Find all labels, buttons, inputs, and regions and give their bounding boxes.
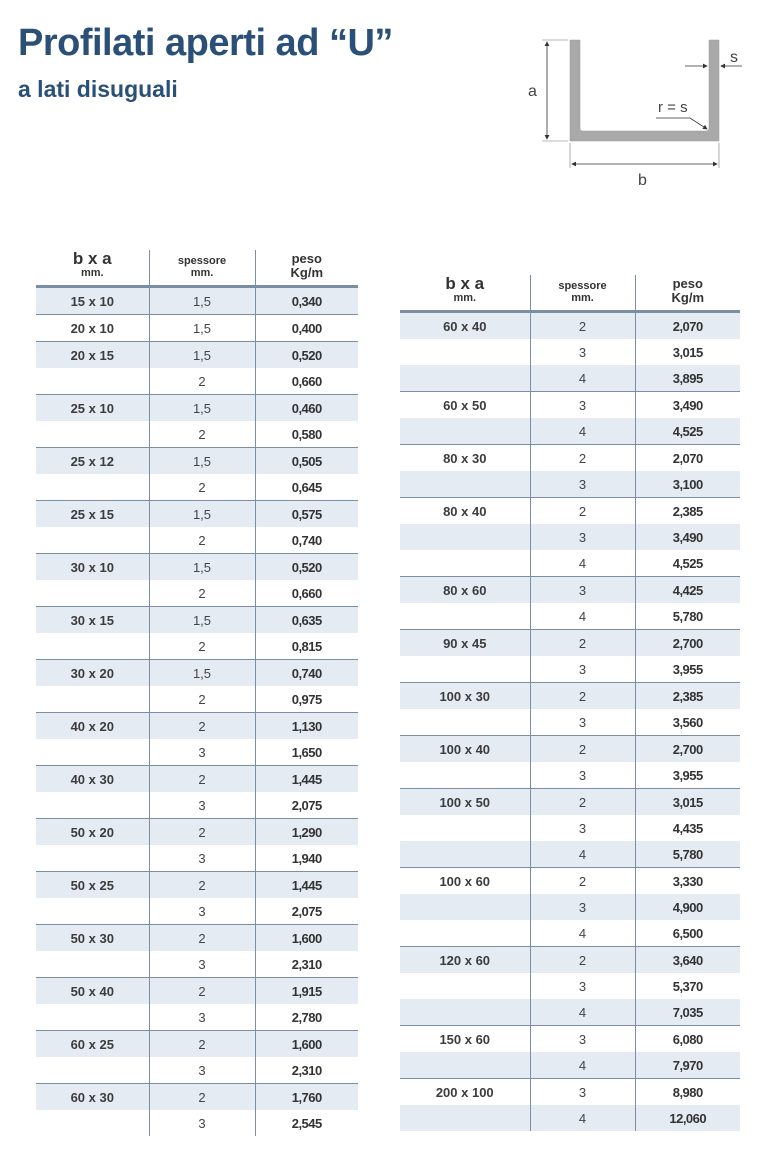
header-weight: peso Kg/m [255, 250, 358, 287]
table-row [400, 1026, 740, 1053]
thickness-cell: 2 [530, 947, 635, 974]
size-cell [36, 1110, 149, 1136]
size-cell [400, 339, 530, 365]
size-cell: 100 x 60 [400, 868, 530, 895]
size-cell [36, 527, 149, 554]
size-cell [36, 951, 149, 978]
size-cell [36, 1057, 149, 1084]
weight-cell: 5,780 [635, 841, 740, 868]
thickness-cell: 4 [530, 841, 635, 868]
size-cell: 80 x 60 [400, 577, 530, 604]
thickness-cell: 2 [149, 633, 255, 660]
size-cell [400, 524, 530, 550]
thickness-cell: 2 [530, 683, 635, 710]
thickness-cell: 2 [149, 1031, 255, 1058]
weight-cell: 1,290 [255, 819, 358, 846]
weight-cell: 0,340 [255, 287, 358, 315]
table-row [400, 550, 740, 577]
weight-cell: 0,505 [255, 448, 358, 475]
thickness-cell: 4 [530, 1052, 635, 1079]
size-cell [400, 656, 530, 683]
weight-cell: 2,070 [635, 312, 740, 340]
table-row [36, 421, 358, 448]
table-row [400, 709, 740, 736]
size-cell [400, 603, 530, 630]
thickness-cell: 3 [530, 577, 635, 604]
table-row [400, 339, 740, 365]
thickness-cell: 3 [530, 392, 635, 419]
table-row [36, 660, 358, 687]
weight-cell: 0,660 [291, 585, 322, 601]
label-s: s [730, 49, 738, 66]
table-row [36, 1004, 358, 1031]
size-cell: 80 x 40 [400, 498, 530, 525]
table-row [400, 762, 740, 789]
weight-cell: 12,060 [635, 1105, 740, 1131]
table-row [400, 815, 740, 841]
thickness-cell: 4 [530, 550, 635, 577]
table-row [400, 894, 740, 920]
size-cell: 60 x 50 [400, 392, 530, 419]
weight-cell: 0,975 [291, 691, 322, 707]
table-row [36, 342, 358, 369]
thickness-cell: 4 [530, 999, 635, 1026]
table-row [400, 868, 740, 895]
thickness-cell: 2 [149, 766, 255, 793]
weight-cell: 2,310 [291, 1062, 322, 1078]
table-row [36, 501, 358, 528]
size-cell [400, 418, 530, 445]
weight-cell: 4,435 [672, 820, 703, 836]
weight-cell: 3,490 [635, 392, 740, 419]
table-row [400, 418, 740, 445]
size-cell [36, 845, 149, 872]
weight-cell: 0,520 [255, 342, 358, 369]
left-profile-table [36, 250, 358, 1136]
weight-cell: 0,740 [291, 532, 322, 548]
table-row [400, 1105, 740, 1131]
table-row [36, 766, 358, 793]
weight-cell: 2,075 [291, 903, 322, 919]
table-row [36, 287, 358, 315]
table-row [400, 365, 740, 392]
weight-cell: 4,525 [672, 555, 703, 571]
size-cell [400, 999, 530, 1026]
thickness-cell: 4 [530, 603, 635, 630]
size-cell [400, 762, 530, 789]
header-size: b x a mm. [36, 250, 149, 287]
size-cell [400, 894, 530, 920]
weight-cell: 6,500 [672, 925, 703, 941]
table-row [400, 498, 740, 525]
size-cell [400, 365, 530, 392]
thickness-cell: 2 [149, 527, 255, 554]
thickness-cell: 2 [149, 872, 255, 899]
size-cell: 30 x 15 [36, 607, 149, 634]
size-cell: 20 x 10 [36, 315, 149, 342]
size-cell: 25 x 12 [36, 448, 149, 475]
weight-cell: 2,545 [291, 1115, 322, 1131]
thickness-cell: 3 [530, 471, 635, 498]
thickness-cell: 1,5 [149, 501, 255, 528]
page-title: Profilati aperti ad “U” [18, 22, 393, 64]
thickness-cell: 2 [149, 819, 255, 846]
size-cell: 50 x 40 [36, 978, 149, 1005]
table-row [400, 789, 740, 816]
table-row [400, 683, 740, 710]
weight-cell: 8,980 [635, 1079, 740, 1106]
weight-cell: 6,080 [635, 1026, 740, 1053]
thickness-cell: 2 [149, 421, 255, 448]
size-cell [36, 580, 149, 607]
thickness-cell: 3 [149, 845, 255, 872]
label-r: r = s [658, 99, 688, 116]
size-cell [36, 686, 149, 713]
weight-cell: 1,600 [255, 925, 358, 952]
thickness-cell: 2 [149, 686, 255, 713]
thickness-cell: 2 [530, 868, 635, 895]
weight-cell: 3,100 [635, 471, 740, 498]
label-a: a [528, 83, 537, 100]
thickness-cell: 3 [149, 1057, 255, 1084]
weight-cell: 7,035 [635, 999, 740, 1026]
size-cell [400, 973, 530, 999]
table-row [36, 1110, 358, 1136]
weight-cell: 5,370 [672, 978, 703, 994]
table-row [400, 392, 740, 419]
size-cell [36, 474, 149, 501]
thickness-cell: 3 [530, 339, 635, 365]
weight-cell: 7,970 [635, 1052, 740, 1079]
size-cell: 25 x 15 [36, 501, 149, 528]
table-row [36, 898, 358, 925]
table-row [36, 819, 358, 846]
thickness-cell: 3 [530, 524, 635, 550]
thickness-cell: 1,5 [149, 342, 255, 369]
weight-cell: 3,560 [672, 714, 703, 730]
thickness-cell: 1,5 [149, 448, 255, 475]
thickness-cell: 3 [530, 762, 635, 789]
table-row [36, 739, 358, 766]
thickness-cell: 2 [530, 445, 635, 472]
weight-cell: 0,660 [291, 373, 322, 389]
thickness-cell: 4 [530, 920, 635, 947]
weight-cell: 0,575 [255, 501, 358, 528]
thickness-cell: 2 [530, 630, 635, 657]
weight-cell: 3,330 [635, 868, 740, 895]
table-row [400, 947, 740, 974]
weight-cell: 2,385 [635, 498, 740, 525]
thickness-cell: 2 [530, 789, 635, 816]
weight-cell: 0,460 [255, 395, 358, 422]
size-cell [400, 920, 530, 947]
weight-cell: 1,650 [291, 744, 322, 760]
thickness-cell: 4 [530, 365, 635, 392]
size-cell [36, 792, 149, 819]
table-row [400, 471, 740, 498]
table-row [36, 633, 358, 660]
thickness-cell: 2 [149, 368, 255, 395]
table-row [400, 445, 740, 472]
u-profile-diagram-icon [520, 30, 760, 200]
size-cell: 100 x 40 [400, 736, 530, 763]
weight-cell: 3,490 [635, 524, 740, 550]
table-row [36, 395, 358, 422]
thickness-cell: 3 [149, 1004, 255, 1031]
thickness-cell: 2 [149, 1084, 255, 1111]
header-size: b x a mm. [400, 275, 530, 312]
thickness-cell: 3 [530, 973, 635, 999]
thickness-cell: 2 [530, 498, 635, 525]
table-row [36, 448, 358, 475]
table-row [36, 845, 358, 872]
size-cell [400, 1105, 530, 1131]
weight-cell: 2,310 [291, 956, 322, 972]
weight-cell: 3,955 [672, 661, 703, 677]
weight-cell: 1,915 [255, 978, 358, 1005]
size-cell: 40 x 30 [36, 766, 149, 793]
size-cell: 20 x 15 [36, 342, 149, 369]
size-cell [400, 709, 530, 736]
weight-cell: 0,580 [291, 426, 322, 442]
table-row [400, 999, 740, 1026]
thickness-cell: 2 [530, 312, 635, 340]
weight-cell: 5,780 [672, 608, 703, 624]
table-row [36, 1057, 358, 1084]
header-thickness: spessore mm. [149, 250, 255, 287]
table-row [400, 603, 740, 630]
thickness-cell: 3 [530, 815, 635, 841]
thickness-cell: 3 [530, 656, 635, 683]
thickness-cell: 3 [530, 1079, 635, 1106]
weight-cell: 0,815 [291, 638, 322, 654]
size-cell [36, 368, 149, 395]
size-cell: 80 x 30 [400, 445, 530, 472]
size-cell [36, 898, 149, 925]
label-b: b [638, 172, 647, 189]
weight-cell: 2,700 [635, 630, 740, 657]
weight-cell: 4,425 [635, 577, 740, 604]
size-cell [36, 739, 149, 766]
table-row [36, 978, 358, 1005]
table-row [400, 524, 740, 550]
header-thickness: spessore mm. [530, 275, 635, 312]
weight-cell: 0,635 [255, 607, 358, 634]
table-row [400, 920, 740, 947]
weight-cell: 1,940 [291, 850, 322, 866]
weight-cell: 2,385 [635, 683, 740, 710]
thickness-cell: 2 [149, 474, 255, 501]
size-cell: 30 x 10 [36, 554, 149, 581]
table-row [400, 656, 740, 683]
thickness-cell: 1,5 [149, 554, 255, 581]
size-cell: 50 x 30 [36, 925, 149, 952]
size-cell: 50 x 20 [36, 819, 149, 846]
size-cell [400, 550, 530, 577]
table-row [400, 1052, 740, 1079]
thickness-cell: 1,5 [149, 287, 255, 315]
size-cell: 60 x 30 [36, 1084, 149, 1111]
table-row [400, 973, 740, 999]
table-row [36, 872, 358, 899]
thickness-cell: 3 [149, 792, 255, 819]
weight-cell: 4,900 [635, 894, 740, 920]
size-cell: 200 x 100 [400, 1079, 530, 1106]
weight-cell: 0,400 [255, 315, 358, 342]
table-row [36, 713, 358, 740]
thickness-cell: 3 [149, 739, 255, 766]
thickness-cell: 1,5 [149, 315, 255, 342]
size-cell: 50 x 25 [36, 872, 149, 899]
table-row [36, 792, 358, 819]
weight-cell: 3,015 [672, 344, 703, 360]
table-row [36, 527, 358, 554]
weight-cell: 3,895 [635, 365, 740, 392]
size-cell [36, 421, 149, 448]
weight-cell: 2,780 [291, 1009, 322, 1025]
size-cell: 100 x 30 [400, 683, 530, 710]
thickness-cell: 3 [149, 898, 255, 925]
thickness-cell: 2 [149, 713, 255, 740]
weight-cell: 2,070 [635, 445, 740, 472]
size-cell [400, 841, 530, 868]
page-subtitle: a lati disuguali [18, 76, 178, 102]
table-row [36, 925, 358, 952]
table-row [400, 841, 740, 868]
size-cell: 150 x 60 [400, 1026, 530, 1053]
size-cell [400, 815, 530, 841]
size-cell: 15 x 10 [36, 287, 149, 315]
size-cell: 40 x 20 [36, 713, 149, 740]
thickness-cell: 4 [530, 418, 635, 445]
weight-cell: 4,525 [635, 418, 740, 445]
weight-cell: 2,075 [291, 797, 322, 813]
size-cell [36, 1004, 149, 1031]
thickness-cell: 3 [149, 1110, 255, 1136]
weight-cell: 3,640 [635, 947, 740, 974]
table-row [400, 577, 740, 604]
table-row [36, 607, 358, 634]
thickness-cell: 2 [149, 925, 255, 952]
thickness-cell: 3 [149, 951, 255, 978]
thickness-cell: 1,5 [149, 395, 255, 422]
size-cell [400, 471, 530, 498]
thickness-cell: 2 [149, 978, 255, 1005]
size-cell: 120 x 60 [400, 947, 530, 974]
thickness-cell: 1,5 [149, 607, 255, 634]
thickness-cell: 1,5 [149, 660, 255, 687]
size-cell [36, 633, 149, 660]
right-profile-table [400, 275, 740, 1131]
table-row [36, 1031, 358, 1058]
table-row [36, 951, 358, 978]
table-row [36, 1084, 358, 1111]
thickness-cell: 3 [530, 894, 635, 920]
table-row [36, 368, 358, 395]
weight-cell: 1,760 [255, 1084, 358, 1111]
weight-cell: 0,740 [255, 660, 358, 687]
table-row [400, 736, 740, 763]
table-row [36, 686, 358, 713]
weight-cell: 3,015 [635, 789, 740, 816]
table-row [36, 554, 358, 581]
weight-cell: 0,520 [255, 554, 358, 581]
size-cell: 25 x 10 [36, 395, 149, 422]
table-row [400, 312, 740, 340]
header-weight: peso Kg/m [635, 275, 740, 312]
thickness-cell: 2 [530, 736, 635, 763]
thickness-cell: 4 [530, 1105, 635, 1131]
weight-cell: 1,600 [255, 1031, 358, 1058]
size-cell: 30 x 20 [36, 660, 149, 687]
size-cell: 100 x 50 [400, 789, 530, 816]
table-row [400, 1079, 740, 1106]
table-row [36, 315, 358, 342]
table-row [400, 630, 740, 657]
weight-cell: 1,130 [255, 713, 358, 740]
size-cell: 60 x 40 [400, 312, 530, 340]
table-row [36, 580, 358, 607]
weight-cell: 3,955 [672, 767, 703, 783]
thickness-cell: 3 [530, 1026, 635, 1053]
weight-cell: 2,700 [635, 736, 740, 763]
size-cell: 60 x 25 [36, 1031, 149, 1058]
weight-cell: 1,445 [255, 766, 358, 793]
size-cell: 90 x 45 [400, 630, 530, 657]
weight-cell: 1,445 [255, 872, 358, 899]
size-cell [400, 1052, 530, 1079]
thickness-cell: 2 [149, 580, 255, 607]
weight-cell: 0,645 [291, 479, 322, 495]
thickness-cell: 3 [530, 709, 635, 736]
table-row [36, 474, 358, 501]
